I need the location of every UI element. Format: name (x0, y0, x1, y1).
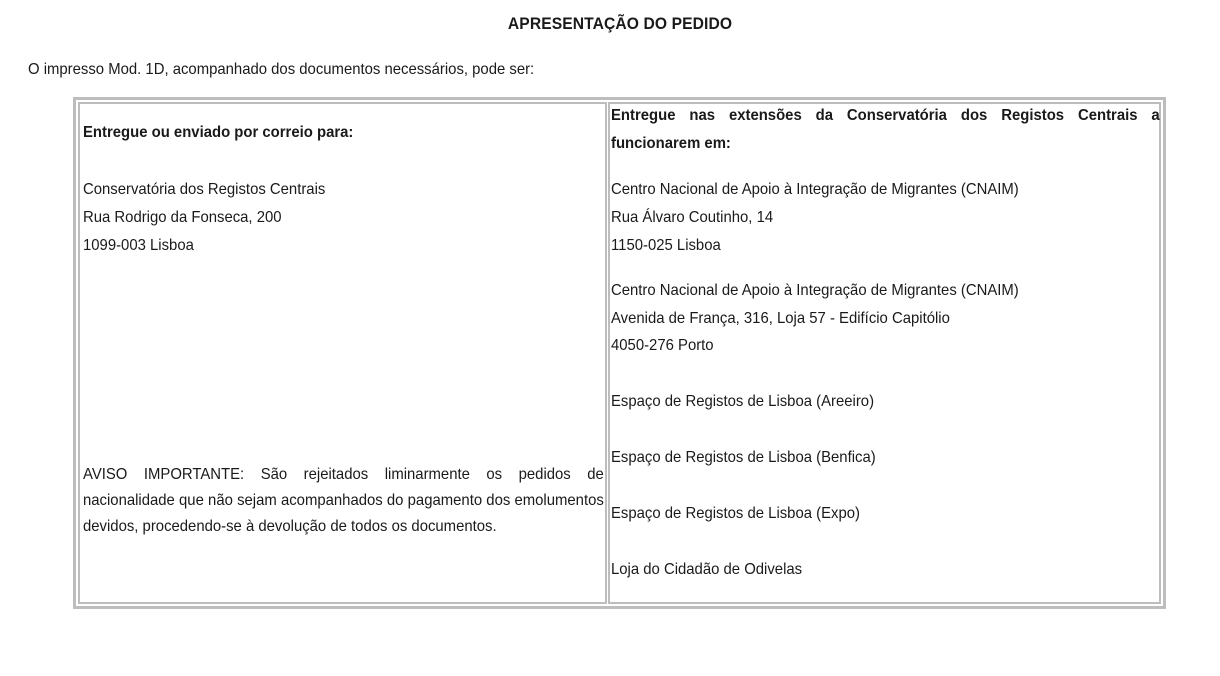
page-title: APRESENTAÇÃO DO PEDIDO (507, 14, 733, 33)
location-line: 4050-276 Porto (611, 337, 714, 354)
location-line: Avenida de França, 316, Loja 57 - Edifício Capitólio (611, 310, 950, 327)
location-line: Rua Álvaro Coutinho, 14 (611, 209, 774, 226)
address-line: 1099-003 Lisboa (83, 237, 194, 254)
important-notice: AVISO IMPORTANTE: São rejeitados liminarmente os pedidos de nacionalidade que não sejam acompanhados do pagamento dos emolumentos devidos, procedendo-se à devolução de todos os documentos. (83, 466, 604, 535)
location-line: Centro Nacional de Apoio à Integração de Migrantes (CNAIM) (611, 181, 1019, 198)
address-line: Rua Rodrigo da Fonseca, 200 (83, 209, 282, 226)
location-line: Espaço de Registos de Lisboa (Areeiro) (611, 393, 875, 410)
location-line: Espaço de Registos de Lisboa (Benfica) (611, 449, 876, 466)
right-heading: Entregue nas extensões da Conservatória dos Registos Centrais a funcionarem em: (611, 107, 1160, 152)
location-line: 1150-025 Lisboa (611, 237, 721, 254)
address-line: Conservatória dos Registos Centrais (83, 181, 326, 198)
location-line: Espaço de Registos de Lisboa (Expo) (611, 505, 860, 522)
location-line: Loja do Cidadão de Odivelas (611, 561, 803, 578)
left-heading: Entregue ou enviado por correio para: (83, 124, 354, 141)
right-cell (608, 102, 1161, 604)
intro-text: O impresso Mod. 1D, acompanhado dos documentos necessários, pode ser: (28, 61, 535, 78)
left-cell (78, 102, 607, 604)
location-line: Centro Nacional de Apoio à Integração de Migrantes (CNAIM) (611, 282, 1019, 299)
submission-table (73, 97, 1166, 609)
